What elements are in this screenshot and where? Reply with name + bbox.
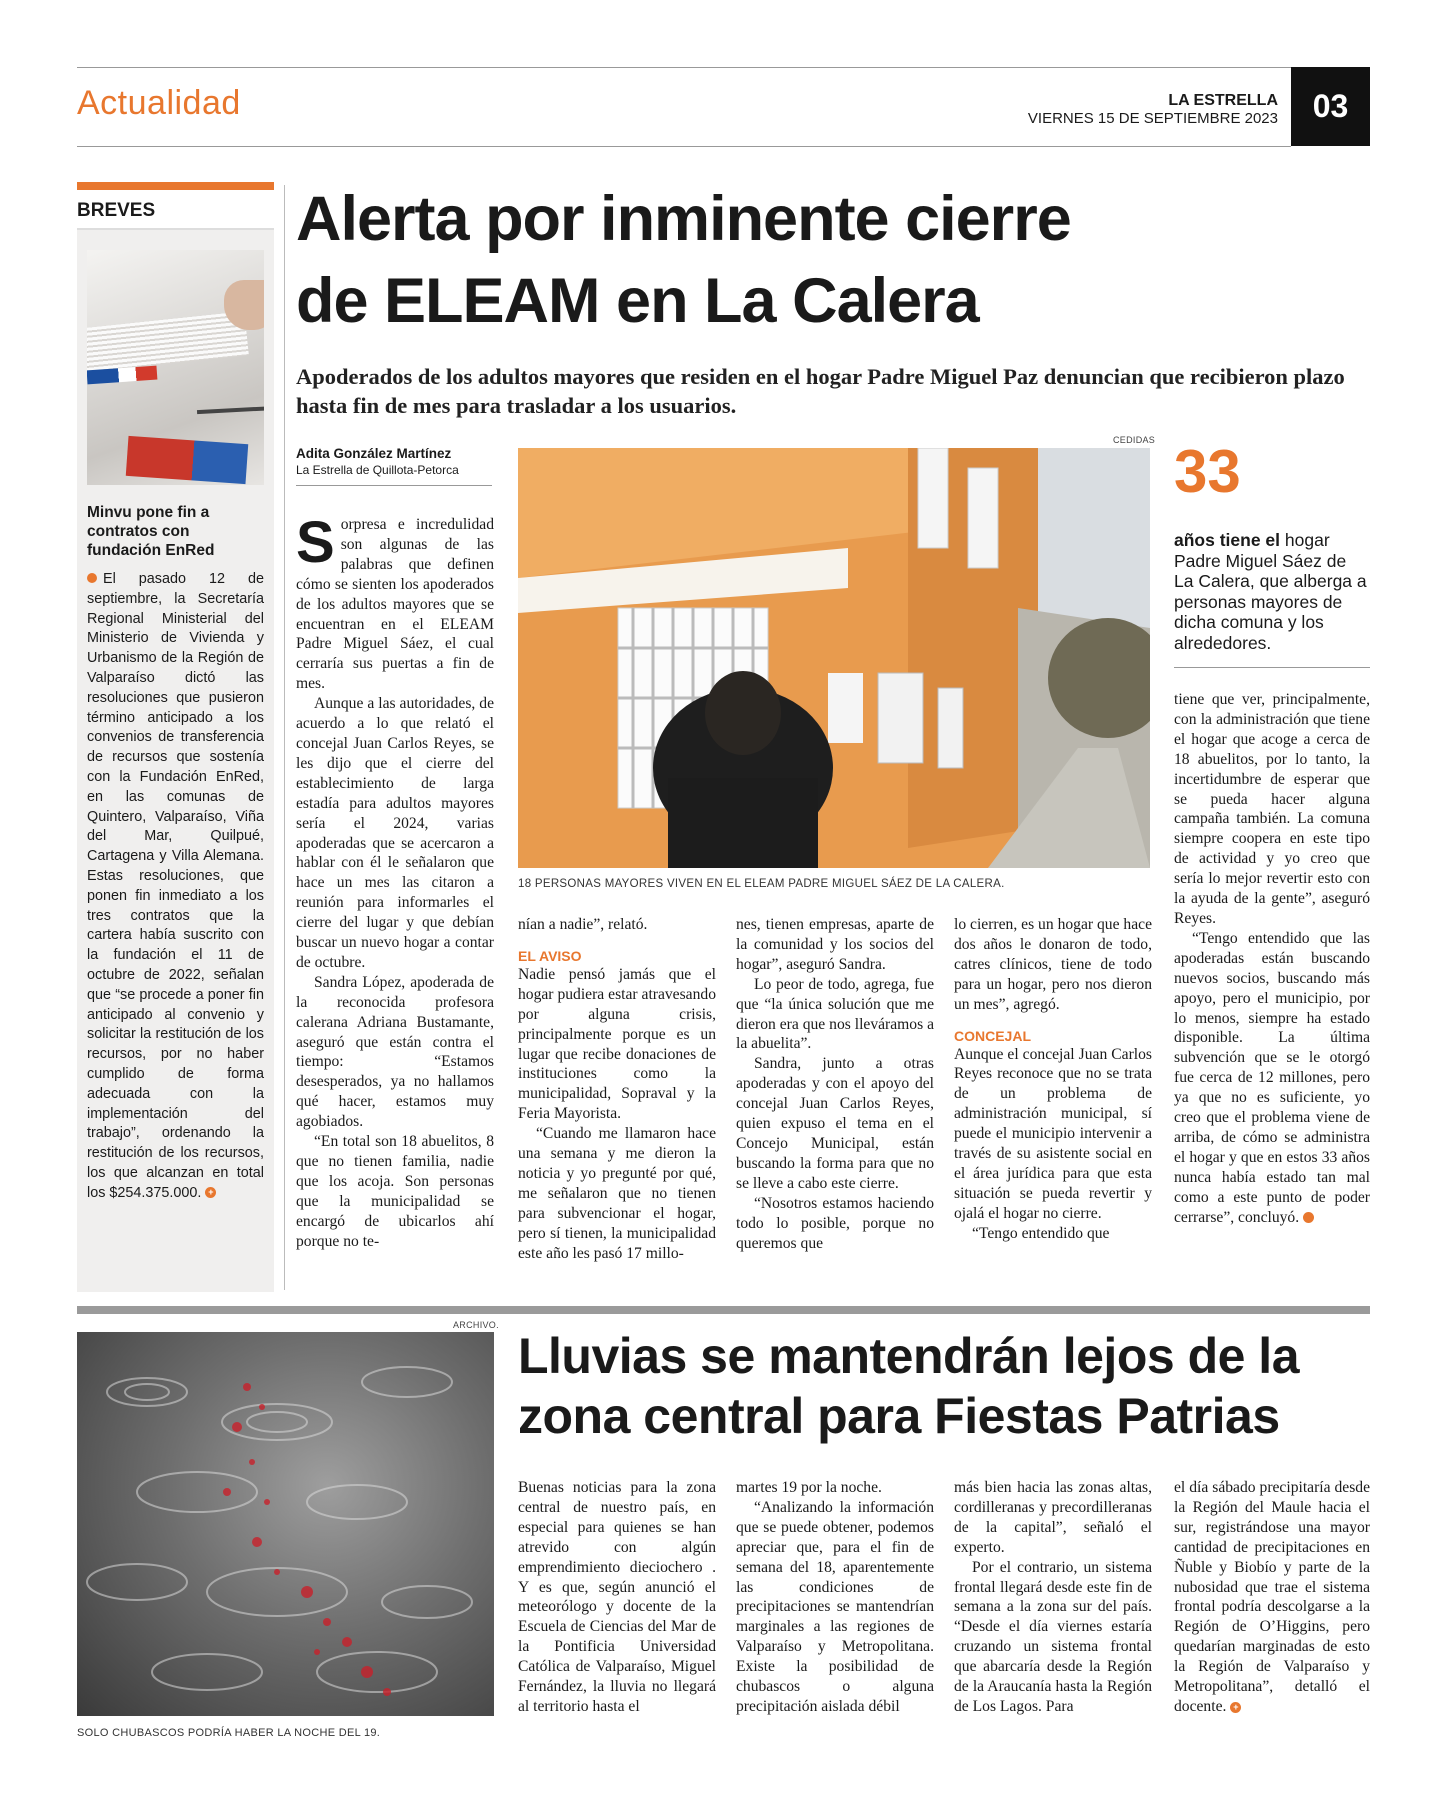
article2-col4 [1174,1478,1370,1717]
article2-col1 [518,1478,716,1717]
paragraph: “En total son 18 abuelitos, 8 que no tienen familia, nadie que los acoja. Son personas que la municipalidad se encargó de ubicarlos ahí porque no te- [296,1133,494,1250]
paragraph: más bien hacia las zonas altas, cordilleranas y precordilleranas de la capital”, señaló el experto. [954,1479,1152,1556]
paragraph: nes, tienen empresas, aparte de la comunidad y los socios del hogar”, aseguró Sandra. [736,916,934,973]
paragraph-text: “Tengo entendido que las apoderadas están buscando nuevos socios, buscando más apoyo, pero el municipio, por lo menos, siempre ha estado disponible. La última subvención que se le otorgó fue cerca de 12 millones, pero ya que no es suficiente, yo creo que el problema viene de arriba, de cómo se administra el hogar y que en estos 33 años nunca había estado tan mal como a este punto de poder cerrarse”, concluyó. [1174,929,1370,1226]
article1-col3 [736,915,934,1253]
breves-body-wrap [87,570,264,1204]
section-title: Actualidad [77,84,241,122]
breves-accent-bar [77,182,274,190]
paragraph: “Tengo entendido que [972,1224,1110,1242]
paragraph: Aunque a las autoridades, de acuerdo a lo que relató el concejal Juan Carlos Reyes, se les dijo que el cierre del establecimiento de larga estadía para adultos mayores sería el 2024, varias apoderadas que se acercaron a hablar con él le señalaron que hace un mes las citaron a reunión para informarles el cierre del lugar y que debían buscar un nuevo hogar a contar de octubre. [296,695,494,971]
end-mark-icon: + [1303,1212,1314,1223]
bullet-dot-icon [87,573,97,583]
article2-photo [77,1332,494,1716]
paragraph [1174,1478,1370,1717]
header-rule [77,146,1291,147]
photo-caption-2: SOLO CHUBASCOS PODRÍA HABER LA NOCHE DEL 19. [77,1727,381,1739]
article2-col2 [736,1478,934,1717]
breves-body: El pasado 12 de septiembre, la Secretaría Regional Ministerial del Ministerio de Vivienda y Urbanismo de la Región de Valparaíso dictó las resoluciones que pusieron término anticipado a los convenios de transferencia de recursos que sostenía con la Fundación EnRed, en las comunas de Quintero, Valparaíso, Viña del Mar, Quilpué, Cartagena y Villa Alemana. Estas resoluciones, que ponen fin inmediato a los tres contratos que la cartera había suscrito con la fundación el 11 de octubre de 2022, señalan que “se procede a poner fin anticipado al convenio y solicitar la restitución de los recursos, por no haber cumplido de forma adecuada con la implementación del trabajo”, ordenando la restitución de los recursos, los que alcanzan en total los $254.375.000. [87,571,264,1201]
paper-name: LA ESTRELLA [1168,92,1278,109]
drop-cap: S [296,510,335,575]
rain-illustration [77,1332,494,1716]
headline-line-1: Lluvias se mantendrán lejos de la [518,1328,1300,1384]
issue-date: VIERNES 15 DE SEPTIEMBRE 2023 [1027,110,1278,127]
paragraph: Sandra, junto a otras apoderadas y con el apoyo del concejal Juan Carlos Reyes, quien expuso el tema en el Concejo Municipal, están buscando la forma para que no se lleve a cabo este cierre. [736,1055,934,1192]
paragraph: “Analizando la información que se puede obtener, podemos apreciar que, para el fin de semana del 18, aparentemente las condiciones de precipitaciones se mantendrían marginales a las regiones de Valparaíso y Metropolitana. Existe la posibilidad de chubascos o alguna precipitación aislada débil [736,1498,934,1715]
photo-caption: 18 PERSONAS MAYORES VIVEN EN EL ELEAM PADRE MIGUEL SÁEZ DE LA CALERA. [518,878,1005,890]
photo-credit-2: ARCHIVO. [453,1320,499,1330]
breves-heading: BREVES [77,190,274,230]
paragraph [1174,929,1370,1228]
paragraph: Nadie pensó jamás que el hogar pudiera estar atravesando por alguna crisis, principalmente porque es un lugar que recibe donaciones de instituciones como la municipalidad, Sopraval y la Feria Mayorista. [518,965,716,1123]
end-mark-icon: + [205,1187,216,1198]
building-illustration [518,448,1150,868]
page-number: 03 [1291,67,1370,146]
factbox-number: 33 [1174,438,1241,505]
paragraph: lo cierren, es un hogar que hace dos años le donaron de todo, catres clínicos, tiene de todo para un hogar, pero nos dieron un mes”, agregó. [954,916,1152,1013]
column-divider [284,185,285,1290]
pen-icon [197,406,264,414]
folder-icon [126,436,248,484]
article2-col3 [954,1478,1152,1717]
top-rule [77,67,1370,68]
factbox-rule [1174,667,1370,668]
breves-sidebar [77,182,274,1292]
byline-rule [296,485,492,486]
breves-photo [87,250,264,485]
subhead-aviso: EL AVISO [518,947,582,964]
factbox-body: hogar Padre Miguel Sáez de La Calera, que alberga a personas mayores de dicha comuna y los alrededores. [1174,530,1367,653]
paragraph: Por el contrario, un sistema frontal llegará desde este fin de semana a la zona sur del país. “Desde el día viernes estaría cruzando un sistema frontal que abarcaría desde la Región de la Araucanía hasta la Región de Los Lagos. Para [954,1558,1152,1715]
paragraph: Buenas noticias para la zona central de nuestro país, en especial para quienes se han atrevido con algún emprendimiento dieciochero . Y es que, según anunció el meteorólogo y docente de la Escuela de Ciencias del Mar de la Pontificia Universidad Católica de Valparaíso, Miguel Fernández, la lluvia no llegará al territorio hasta el [518,1479,716,1715]
paragraph: “Cuando me llamaron hace una semana y me dieron la noticia y yo pregunté por qué, me señalaron que no tienen para subvencionar el hogar, pero sí tienen, la municipalidad este año les pasó 17 millo- [518,1125,716,1262]
end-mark-icon: + [1230,1702,1241,1713]
headline-line-2: zona central para Fiestas Patrias [518,1388,1280,1444]
breves-title: Minvu pone fin a contratos con fundación EnRed [87,504,215,559]
headline-line-1: Alerta por inminente cierre [296,184,1071,254]
factbox-bold: años tiene el [1174,530,1281,550]
photo-credit: CEDIDAS [1113,435,1156,445]
article1-col5 [1174,690,1370,1227]
paragraph: nían a nadie”, relató. [518,916,648,933]
headline-line-2: de ELEAM en La Calera [296,266,979,336]
document-stack-icon [87,311,249,373]
byline-author: Adita González Martínez [296,446,452,461]
article1-deck: Apoderados de los adultos mayores que residen en el hogar Padre Miguel Paz denuncian que recibieron plazo hasta fin de mes para trasladar a los usuarios. [296,364,1345,418]
paragraph: “Nosotros estamos haciendo todo lo posible, porque no queremos que [736,1194,934,1252]
article1-col1 [296,510,494,1252]
paragraph: martes 19 por la noche. [736,1479,882,1496]
article2-headline [518,1326,1299,1446]
factbox-text [1174,530,1369,653]
article1-photo [518,448,1150,868]
paragraph-text: el día sábado precipitaría desde la Región del Maule hacia el sur, registrándose una mayor cantidad de precipitaciones en Ñuble y Biobío y parte de la nubosidad que trae el sistema frontal podría descolgarse a la Región de O’Higgins, pero quedarían marginadas de esto la Región de Valparaíso y Metropolitana”, detalló el docente. [1174,1479,1370,1715]
paragraph: Sandra López, apoderada de la reconocida profesora calerana Adriana Bustamante, aseguró que están contra el tiempo: “Estamos desesperados, ya no hallamos qué hacer, estamos muy agobiados. [296,973,494,1131]
paragraph: orpresa e incredulidad son algunas de las palabras que definen cómo se sienten los apoderados de los adultos mayores que se encuentran en el ELEAM Padre Miguel Sáez, el cual cerraría sus puertas a fin de mes. [296,516,494,693]
story-separator [77,1306,1370,1314]
paragraph: Lo peor de todo, agrega, fue que “la única solución que me dieron era que nos lleváramos a la abuelita”. [736,975,934,1053]
byline-outlet: La Estrella de Quillota-Petorca [296,463,459,477]
subhead-concejal: CONCEJAL [954,1027,1032,1044]
paragraph: tiene que ver, principalmente, con la administración que tiene el hogar que acoge a cerca de 18 abuelitos, por lo tanto, la incertidumbre de esperar que se pueda hacer alguna campaña también. La comuna siempre coopera en este tipo de actividad y yo creo que sería lo mejor revertir esto con la ayuda de la gente”, aseguró Reyes. [1174,691,1370,927]
paragraph: Aunque el concejal Juan Carlos Reyes reconoce que no se trata de un problema de administración municipal, sí puede el municipio intervenir a través de su asistente social en el área jurídica para que esta situación se pueda revertir y ojalá el hogar no cierre. [954,1045,1152,1222]
article1-headline [296,178,1071,342]
article1-col4 [954,915,1152,1244]
article1-col2 [518,915,716,1264]
